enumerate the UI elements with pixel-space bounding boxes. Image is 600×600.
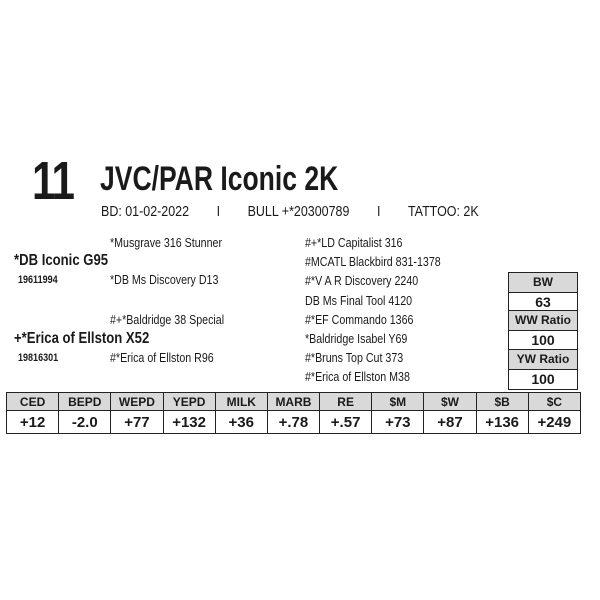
epd-header: $W: [424, 393, 476, 411]
epd-value: +.78: [267, 411, 319, 434]
sire-sire-sire: #+*LD Capitalist 316: [305, 235, 403, 250]
epd-header: CED: [7, 393, 59, 411]
epd-value: +87: [424, 411, 476, 434]
sire-sire-dam: #MCATL Blackbird 831-1378: [305, 254, 441, 269]
ratio-box-yw: [508, 349, 578, 390]
epd-value: +73: [372, 411, 424, 434]
epd-header: MILK: [215, 393, 267, 411]
epd-header: $M: [372, 393, 424, 411]
ratio-box-ww: [508, 310, 578, 351]
epd-value-row: [7, 411, 581, 434]
epd-value: +12: [7, 411, 59, 434]
sire-dam-dam: DB Ms Final Tool 4120: [305, 293, 413, 308]
ratio-value: 100: [509, 331, 577, 350]
sire-reg: 19611994: [18, 274, 58, 286]
ratio-label: WW Ratio: [509, 311, 577, 331]
animal-name: JVC/PAR Iconic 2K: [100, 160, 339, 198]
ratio-label: BW: [509, 273, 577, 293]
lot-number: 11: [32, 151, 74, 211]
epd-header: MARB: [267, 393, 319, 411]
epd-header: $C: [528, 393, 580, 411]
birth-date: BD: 01-02-2022: [101, 204, 190, 220]
ratio-value: 100: [509, 370, 577, 389]
dam-dam-dam: #*Erica of Ellston M38: [305, 369, 410, 384]
epd-value: -2.0: [59, 411, 111, 434]
dam-dam: #*Erica of Ellston R96: [110, 350, 214, 365]
epd-header: WEPD: [111, 393, 163, 411]
epd-value: +136: [476, 411, 528, 434]
epd-value: +132: [163, 411, 215, 434]
sire-name: *DB Iconic G95: [14, 252, 109, 269]
dam-name: +*Erica of Ellston X52: [14, 330, 150, 347]
epd-header-row: [7, 393, 581, 411]
dam-sire: #+*Baldridge 38 Special: [110, 312, 225, 327]
sire-sire: *Musgrave 316 Stunner: [110, 235, 223, 250]
animal-info-line: [101, 204, 479, 220]
epd-header: BEPD: [59, 393, 111, 411]
epd-value: +77: [111, 411, 163, 434]
epd-value: +249: [528, 411, 580, 434]
dam-reg: 19816301: [18, 352, 59, 364]
epd-header: RE: [320, 393, 372, 411]
epd-header: $B: [476, 393, 528, 411]
sire-dam: *DB Ms Discovery D13: [110, 272, 219, 287]
dam-sire-dam: *Baldridge Isabel Y69: [305, 331, 408, 346]
ratio-box-bw: [508, 272, 578, 313]
registration: BULL +*20300789: [247, 204, 350, 220]
epd-value: +.57: [320, 411, 372, 434]
dam-dam-sire: #*Bruns Top Cut 373: [305, 350, 404, 365]
ratio-value: 63: [509, 293, 577, 312]
tattoo: TATTOO: 2K: [407, 204, 479, 220]
dam-sire-sire: #*EF Commando 1366: [305, 312, 414, 327]
ratio-label: YW Ratio: [509, 350, 577, 370]
epd-table: [6, 392, 581, 434]
epd-value: +36: [215, 411, 267, 434]
separator: I: [216, 204, 221, 220]
separator: I: [376, 204, 381, 220]
sire-dam-sire: #*V A R Discovery 2240: [305, 273, 419, 288]
epd-header: YEPD: [163, 393, 215, 411]
